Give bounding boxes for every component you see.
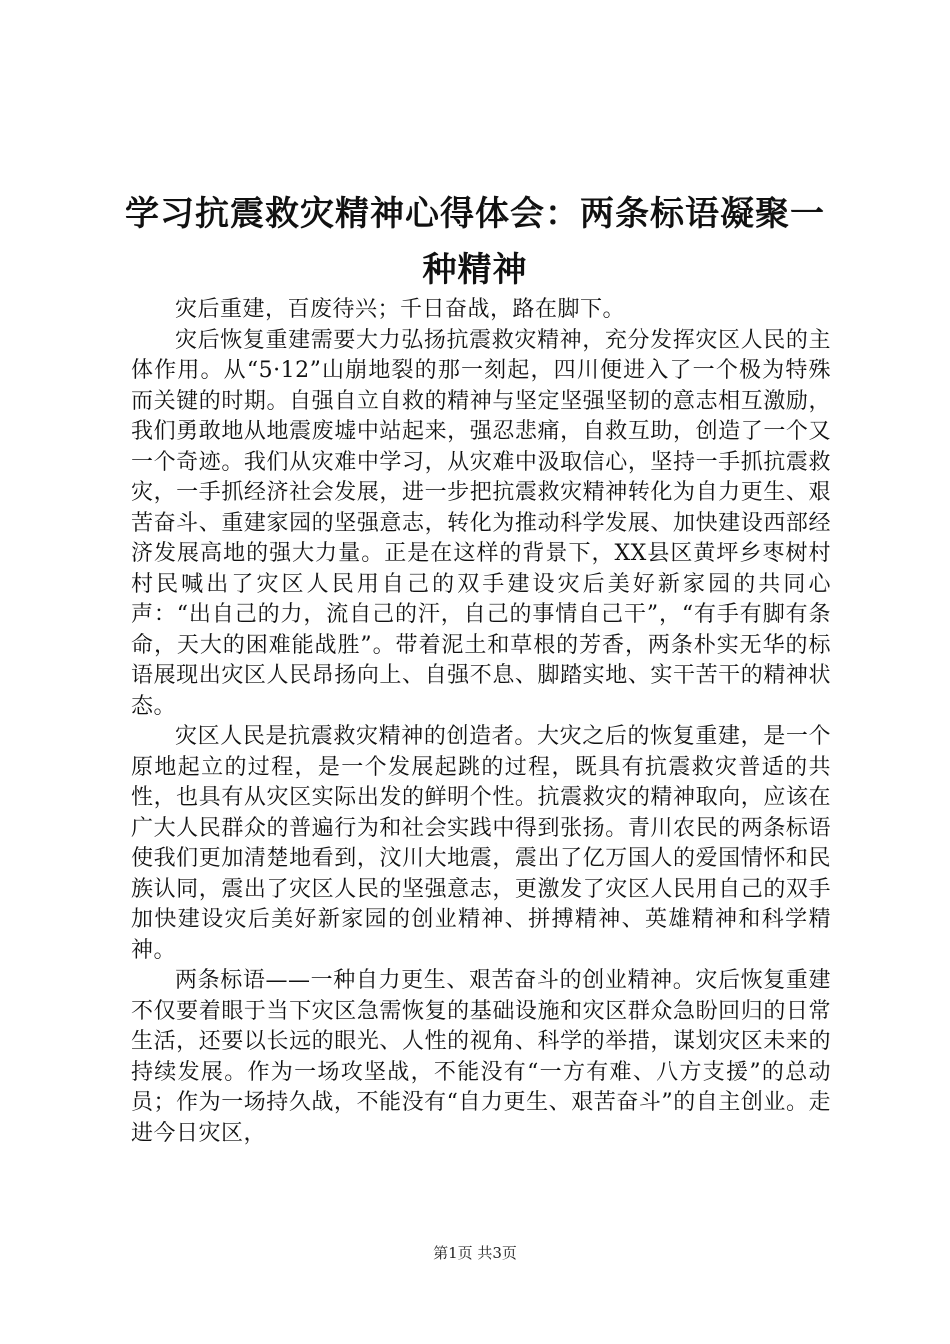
page-footer: 第1页 共3页: [433, 1244, 517, 1262]
document-title: 学习抗震救灾精神心得体会：两条标语凝聚一种精神: [125, 194, 825, 290]
document-body: [131, 295, 831, 1149]
paragraph: 灾后重建，百废待兴；千日奋战，路在脚下。: [175, 297, 626, 322]
paragraph: 灾后恢复重建需要大力弘扬抗震救灾精神，充分发挥灾区人民的主体作用。从“5·12”山崩地裂的那一刻起，四川便进入了一个极为特殊而关键的时期。自强自立自救的精神与坚定坚强坚韧的意志相互激励，我们勇敢地从地震废墟中站起来，强忍悲痛，自救互助，创造了一个又一个奇迹。我们从灾难中学习，从灾难中汲取信心，坚持一手抓抗震救灾，一手抓经济社会发展，进一步把抗震救灾精神转化为自力更生、艰苦奋斗、重建家园的坚强意志，转化为推动科学发展、加快建设西部经济发展高地的强大力量。正是在这样的背景下，XX县区黄坪乡枣树村村民喊出了灾区人民用自己的双手建设灾后美好新家园的共同心声：“出自己的力，流自己的汗，自己的事情自己干”，“有手有脚有条命，天大的困难能战胜”。带着泥土和草根的芳香，两条朴实无华的标语展现出灾区人民昂扬向上、自强不息、脚踏实地、实干苦干的精神状态。: [131, 327, 831, 719]
paragraph: 两条标语——一种自力更生、艰苦奋斗的创业精神。灾后恢复重建不仅要着眼于当下灾区急需恢复的基础设施和灾区群众急盼回归的日常生活，还要以长远的眼光、人性的视角、科学的举措，谋划灾区未来的持续发展。作为一场攻坚战，不能没有“一方有难、八方支援”的总动员；作为一场持久战，不能没有“自力更生、艰苦奋斗”的自主创业。走进今日灾区，: [131, 968, 831, 1146]
paragraph: 灾区人民是抗震救灾精神的创造者。大灾之后的恢复重建，是一个原地起立的过程，是一个发展起跳的过程，既具有抗震救灾普适的共性，也具有从灾区实际出发的鲜明个性。抗震救灾的精神取向，应该在广大人民群众的普遍行为和社会实践中得到张扬。青川农民的两条标语使我们更加清楚地看到，汶川大地震，震出了亿万国人的爱国情怀和民族认同，震出了灾区人民的坚强意志，更激发了灾区人民用自己的双手加快建设灾后美好新家园的创业精神、拼搏精神、英雄精神和科学精神。: [131, 724, 831, 963]
